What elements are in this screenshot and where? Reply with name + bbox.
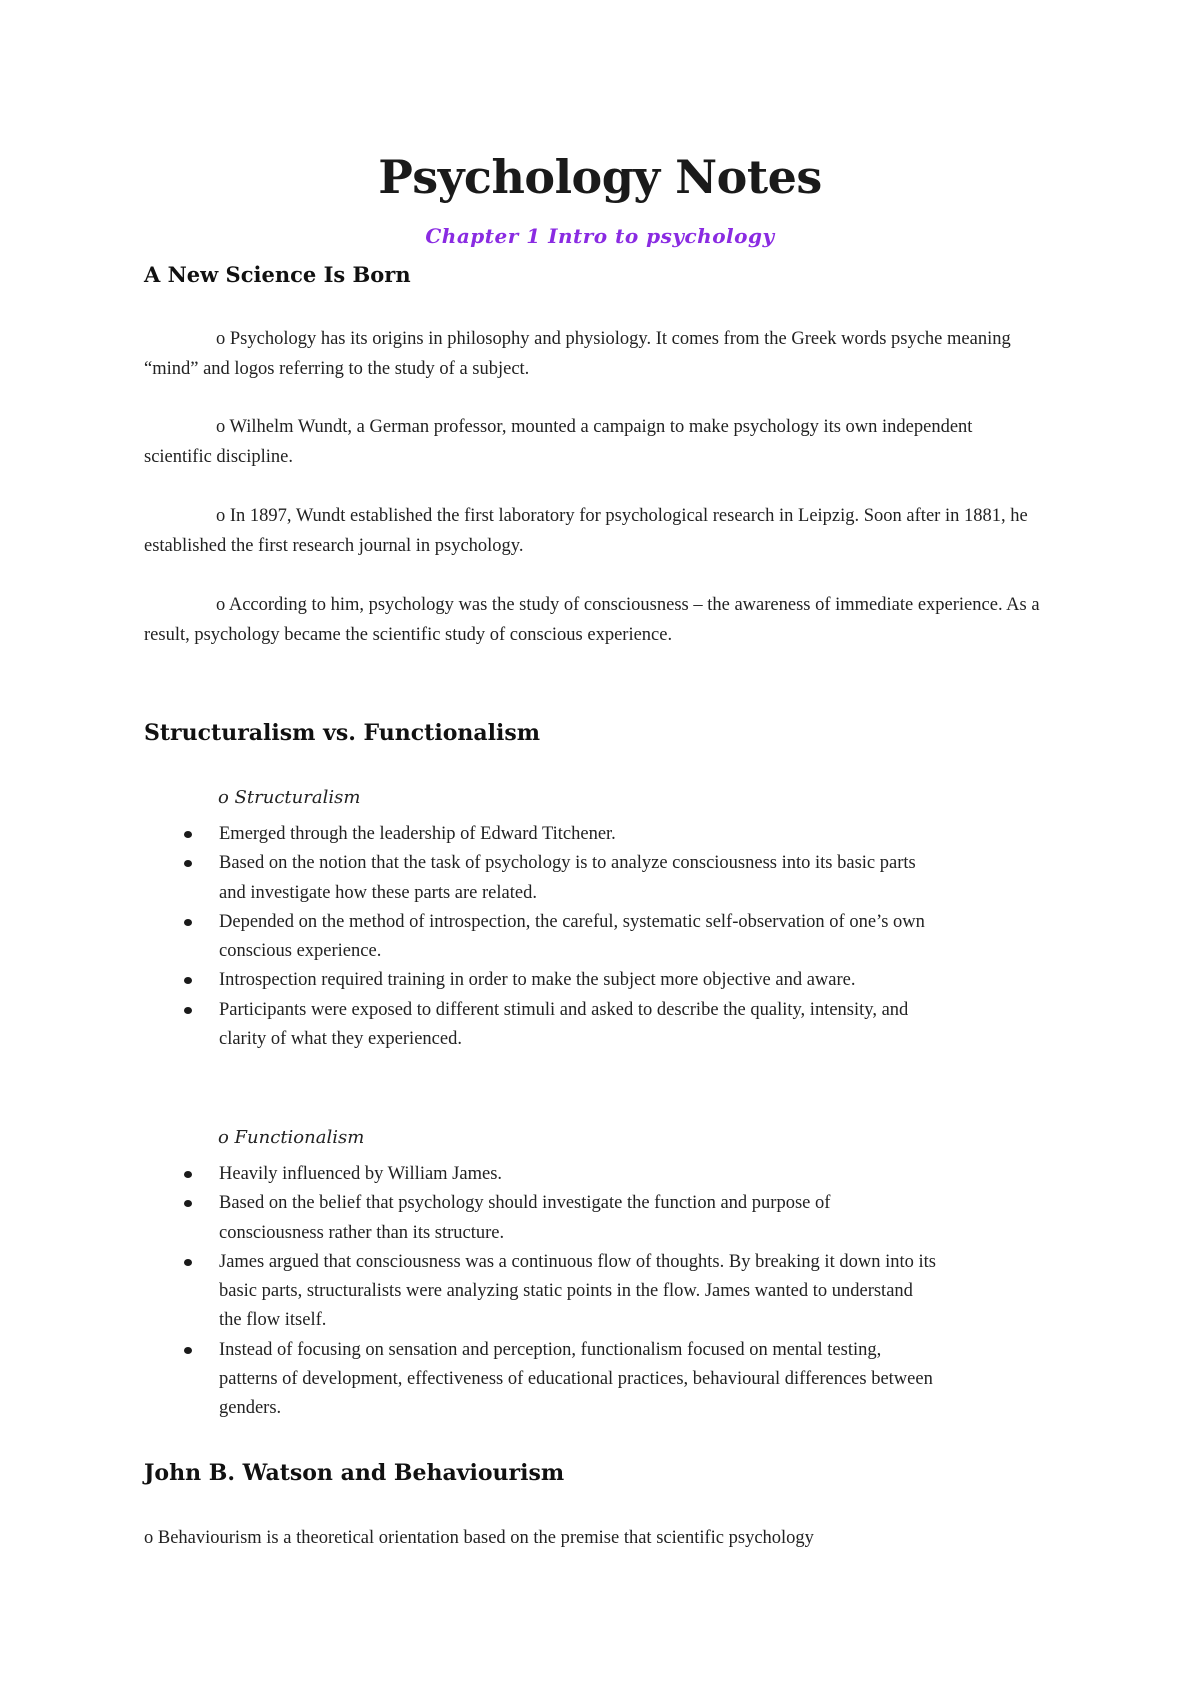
paragraph-text: o According to him, psychology was the study of consciousness – the awareness of immediate experience. As a result, psychology became the scientific study of conscious experience. <box>144 595 1040 645</box>
list-item <box>0 820 939 849</box>
bullet-icon <box>184 1171 192 1178</box>
bullet-icon <box>184 831 192 838</box>
functionalism-bullet-list <box>0 1160 1200 1424</box>
bullet-icon <box>184 1200 192 1207</box>
list-item-text: Instead of focusing on sensation and perception, functionalism focused on mental testing, patterns of development, effectiveness of educational practices, behavioural differences between genders. <box>219 1339 933 1419</box>
list-item <box>0 1189 939 1248</box>
paragraph-text: o Behaviourism is a theoretical orientation based on the premise that scientific psychology <box>144 1528 814 1548</box>
list-item <box>0 1160 939 1189</box>
list-item-text: Participants were exposed to different stimuli and asked to describe the quality, intensity, and clarity of what they experienced. <box>219 999 909 1050</box>
paragraph <box>144 502 1044 561</box>
list-item-text: Based on the belief that psychology should investigate the function and purpose of consciousness rather than its structure. <box>219 1193 831 1243</box>
paragraph-text: o Wilhelm Wundt, a German professor, mounted a campaign to make psychology its own independent scientific discipline. <box>144 417 973 467</box>
list-item-text: Depended on the method of introspection, the careful, systematic self-observation of one’s own conscious experience. <box>219 911 925 962</box>
document-title: Psychology Notes <box>378 150 822 204</box>
list-item <box>0 1248 939 1336</box>
section-heading-behaviourism: John B. Watson and Behaviourism <box>144 1460 565 1486</box>
section-heading-structuralism-functionalism: Structuralism vs. Functionalism <box>144 720 540 746</box>
list-item <box>0 1336 939 1424</box>
bullet-icon <box>184 919 192 926</box>
list-item-text: Based on the notion that the task of psychology is to analyze consciousness into its basic parts and investigate how these parts are related. <box>219 853 916 903</box>
bullet-icon <box>184 860 192 867</box>
paragraph <box>144 413 1044 472</box>
list-item <box>0 966 939 995</box>
list-item-text: Emerged through the leadership of Edward Titchener. <box>219 824 616 844</box>
list-item-text: Heavily influenced by William James. <box>219 1164 503 1184</box>
functionalism-label: o Functionalism <box>218 1127 365 1148</box>
section-heading-new-science: A New Science Is Born <box>144 262 411 287</box>
structuralism-bullet-list <box>0 820 1200 1054</box>
paragraph <box>144 591 1044 650</box>
structuralism-label: o Structuralism <box>218 787 361 808</box>
paragraph <box>144 1524 1044 1554</box>
bullet-icon <box>184 1259 192 1266</box>
list-item-text: James argued that consciousness was a continuous flow of thoughts. By breaking it down into its basic parts, structuralists were analyzing static points in the flow. James wanted to understand the flow itself. <box>219 1251 936 1331</box>
list-item-text: Introspection required training in order to make the subject more objective and aware. <box>219 970 856 991</box>
chapter-subtitle: Chapter 1 Intro to psychology <box>425 224 775 248</box>
paragraph-text: o Psychology has its origins in philosophy and physiology. It comes from the Greek words psyche meaning “mind” and logos referring to the study of a subject. <box>144 329 1011 379</box>
bullet-icon <box>184 1007 192 1014</box>
paragraph-text: o In 1897, Wundt established the first laboratory for psychological research in Leipzig. Soon after in 1881, he established the first research journal in psychology. <box>144 506 1028 556</box>
list-item <box>0 849 939 908</box>
list-item <box>0 996 939 1055</box>
bullet-icon <box>184 977 192 984</box>
bullet-icon <box>184 1347 192 1354</box>
paragraph <box>144 325 1044 384</box>
list-item <box>0 908 939 967</box>
